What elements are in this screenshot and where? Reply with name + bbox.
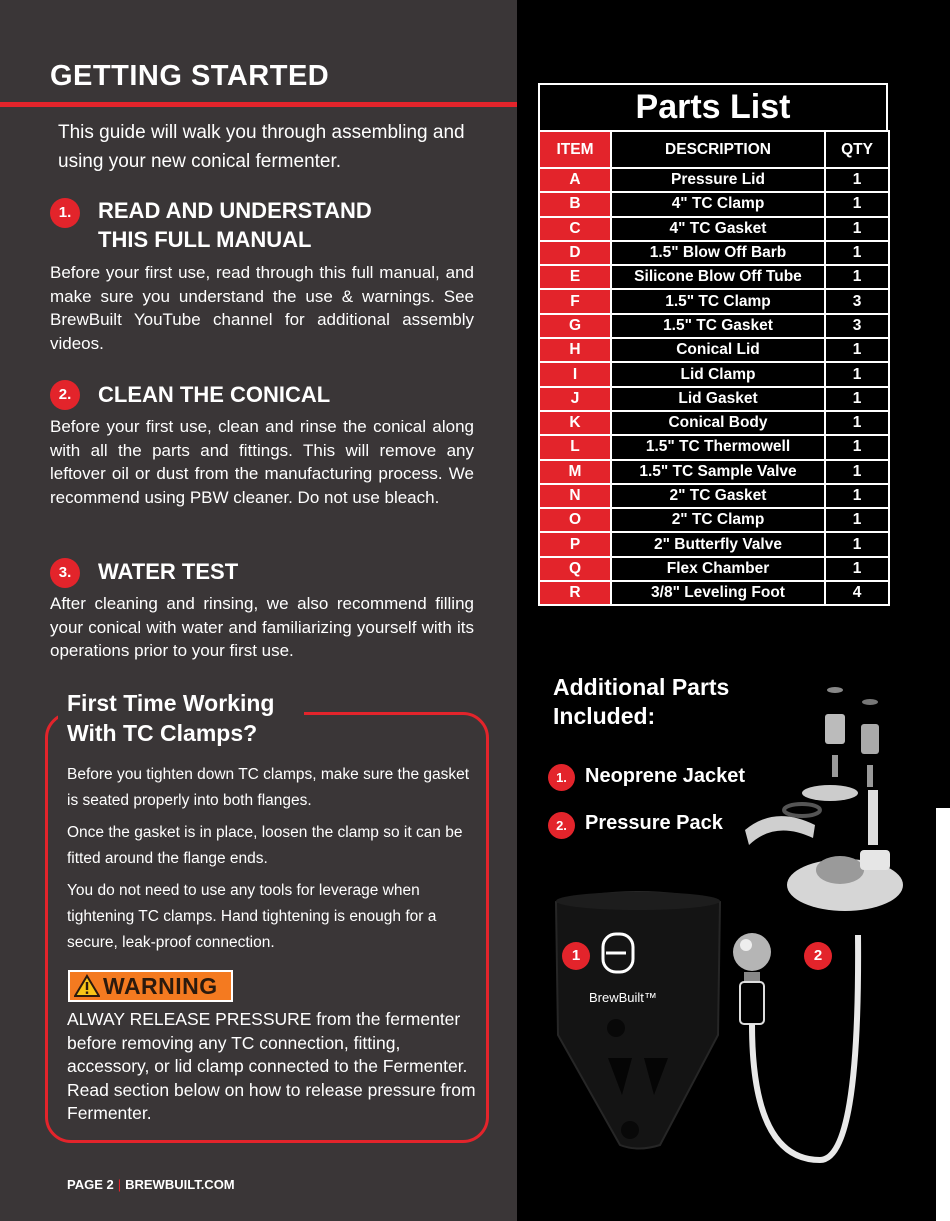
table-row xyxy=(539,557,889,581)
footer-site: BREWBUILT.COM xyxy=(125,1177,235,1192)
step-1-body: Before your first use, read through this full manual, and make sure you understand the use & warnings. See BrewBuilt YouTube channel for additional assembly videos. xyxy=(50,263,474,353)
step-2-badge: 2. xyxy=(50,380,80,410)
parts-table-body xyxy=(539,168,889,605)
table-row xyxy=(539,411,889,435)
step-1-heading-line2: THIS FULL MANUAL xyxy=(98,227,312,252)
table-row xyxy=(539,192,889,216)
callout-title xyxy=(67,688,274,748)
part-description: 1.5" Blow Off Barb xyxy=(611,241,825,265)
parts-table xyxy=(538,130,890,606)
table-row xyxy=(539,435,889,459)
column-header-description: DESCRIPTION xyxy=(611,131,825,168)
part-item-letter: A xyxy=(539,168,611,192)
part-description: Lid Clamp xyxy=(611,362,825,386)
part-description: Silicone Blow Off Tube xyxy=(611,265,825,289)
part-quantity: 3 xyxy=(825,289,889,313)
table-row xyxy=(539,387,889,411)
part-quantity: 1 xyxy=(825,460,889,484)
additional-title-line2: Included: xyxy=(553,703,656,729)
callout-title-line1: First Time Working xyxy=(67,690,275,716)
brand-mark: BrewBuilt™ xyxy=(589,990,657,1005)
table-row xyxy=(539,265,889,289)
part-quantity: 1 xyxy=(825,435,889,459)
step-1-badge: 1. xyxy=(50,198,80,228)
callout-paragraph-1: Before you tighten down TC clamps, make sure the gasket is seated properly into both flanges. xyxy=(67,766,470,809)
part-description: 4" TC Clamp xyxy=(611,192,825,216)
part-description: 2" TC Clamp xyxy=(611,508,825,532)
step-3-badge: 3. xyxy=(50,558,80,588)
part-quantity: 1 xyxy=(825,217,889,241)
title-divider xyxy=(0,102,517,107)
part-quantity: 1 xyxy=(825,338,889,362)
step-1-heading xyxy=(98,196,372,254)
part-quantity: 1 xyxy=(825,411,889,435)
page-title: GETTING STARTED xyxy=(50,60,330,92)
part-quantity: 1 xyxy=(825,168,889,192)
part-item-letter: O xyxy=(539,508,611,532)
part-quantity: 3 xyxy=(825,314,889,338)
part-quantity: 1 xyxy=(825,362,889,386)
part-item-letter: C xyxy=(539,217,611,241)
table-row xyxy=(539,314,889,338)
additional-parts-title xyxy=(553,673,729,731)
part-item-letter: G xyxy=(539,314,611,338)
step-3-body: After cleaning and rinsing, we also recommend filling your conical with water and familiarizing yourself with its operations prior to your first use. xyxy=(50,594,474,660)
part-item-letter: J xyxy=(539,387,611,411)
part-description: 2" TC Gasket xyxy=(611,484,825,508)
part-description: 4" TC Gasket xyxy=(611,217,825,241)
callout-paragraph-2: Once the gasket is in place, loosen the clamp so it can be fitted around the flange ends. xyxy=(67,824,463,867)
part-item-letter: I xyxy=(539,362,611,386)
part-description: Conical Body xyxy=(611,411,825,435)
table-row xyxy=(539,362,889,386)
additional-item-1-label: Neoprene Jacket xyxy=(585,765,746,787)
part-item-letter: K xyxy=(539,411,611,435)
part-description: 1.5" TC Clamp xyxy=(611,289,825,313)
part-description: 1.5" TC Thermowell xyxy=(611,435,825,459)
part-description: 2" Butterfly Valve xyxy=(611,532,825,556)
part-item-letter: F xyxy=(539,289,611,313)
step-2-heading: CLEAN THE CONICAL xyxy=(98,382,331,407)
column-header-qty: QTY xyxy=(825,131,889,168)
intro-text: This guide will walk you through assembling and using your new conical fermenter. xyxy=(58,122,465,172)
part-quantity: 1 xyxy=(825,532,889,556)
part-quantity: 1 xyxy=(825,241,889,265)
parts-table-header xyxy=(539,131,889,168)
warning-triangle-icon xyxy=(74,974,100,998)
part-item-letter: R xyxy=(539,581,611,605)
photo-badge-1: 1 xyxy=(562,942,590,970)
part-quantity: 1 xyxy=(825,265,889,289)
parts-list xyxy=(538,83,888,606)
footer xyxy=(67,1177,235,1192)
callout-title-line2: With TC Clamps? xyxy=(67,720,258,746)
warning-label-text: WARNING xyxy=(103,972,218,999)
part-description: 1.5" TC Sample Valve xyxy=(611,460,825,484)
step-3-heading: WATER TEST xyxy=(98,559,239,584)
parts-list-title: Parts List xyxy=(538,83,888,130)
table-row xyxy=(539,168,889,192)
part-quantity: 1 xyxy=(825,508,889,532)
part-item-letter: D xyxy=(539,241,611,265)
part-item-letter: B xyxy=(539,192,611,216)
part-quantity: 1 xyxy=(825,192,889,216)
table-row xyxy=(539,460,889,484)
photo-badge-2: 2 xyxy=(804,942,832,970)
table-row xyxy=(539,289,889,313)
part-item-letter: L xyxy=(539,435,611,459)
additional-title-line1: Additional Parts xyxy=(553,674,730,700)
footer-page: PAGE 2 xyxy=(67,1177,114,1192)
part-description: 1.5" TC Gasket xyxy=(611,314,825,338)
part-quantity: 1 xyxy=(825,484,889,508)
pressure-lid-exploded-image xyxy=(735,680,935,940)
step-2-body: Before your first use, clean and rinse the conical along with all the parts and fittings. This will remove any leftover oil or dust from the manufacturing process. We recommend using PBW cleaner. Do not use bleach. xyxy=(50,417,474,507)
part-item-letter: P xyxy=(539,532,611,556)
part-quantity: 1 xyxy=(825,387,889,411)
part-quantity: 1 xyxy=(825,557,889,581)
part-description: Lid Gasket xyxy=(611,387,825,411)
table-row xyxy=(539,581,889,605)
table-row xyxy=(539,484,889,508)
part-description: Conical Lid xyxy=(611,338,825,362)
step-1-heading-line1: READ AND UNDERSTAND xyxy=(98,198,372,223)
part-item-letter: H xyxy=(539,338,611,362)
part-item-letter: Q xyxy=(539,557,611,581)
neoprene-jacket-image xyxy=(550,890,725,1175)
footer-separator: | xyxy=(117,1177,122,1192)
callout-paragraph-3: You do not need to use any tools for leverage when tightening TC clamps. Hand tightening is enough for a secure, leak-proof connection. xyxy=(67,882,437,951)
additional-item-2-badge: 2. xyxy=(548,812,575,839)
part-description: 3/8" Leveling Foot xyxy=(611,581,825,605)
additional-item-1-badge: 1. xyxy=(548,764,575,791)
additional-item-2-label: Pressure Pack xyxy=(585,812,723,834)
part-description: Flex Chamber xyxy=(611,557,825,581)
table-row xyxy=(539,532,889,556)
part-item-letter: E xyxy=(539,265,611,289)
part-item-letter: M xyxy=(539,460,611,484)
page-edge-bar xyxy=(936,808,950,1221)
warning-text: ALWAY RELEASE PRESSURE from the fermenter before removing any TC connection, fitting, accessory, or lid clamp connected to the Fermenter. Read section below on how to release pressure from Fermenter. xyxy=(67,1009,476,1123)
part-description: Pressure Lid xyxy=(611,168,825,192)
part-quantity: 4 xyxy=(825,581,889,605)
column-header-item: ITEM xyxy=(539,131,611,168)
table-row xyxy=(539,508,889,532)
table-row xyxy=(539,217,889,241)
pressure-pack-image xyxy=(730,930,880,1180)
warning-label xyxy=(68,970,233,1002)
part-item-letter: N xyxy=(539,484,611,508)
table-row xyxy=(539,241,889,265)
table-row xyxy=(539,338,889,362)
